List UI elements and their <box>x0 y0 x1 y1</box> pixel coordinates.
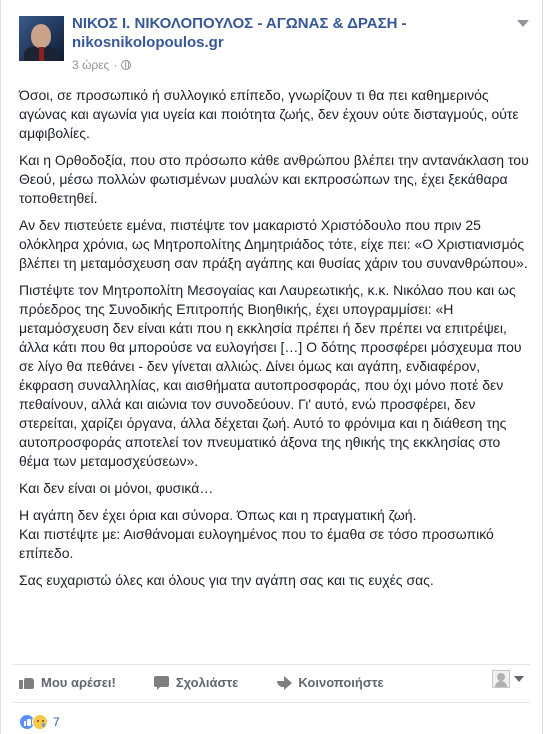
reaction-count[interactable]: 7 <box>53 715 60 729</box>
post-paragraph: Σας ευχαριστώ όλες και όλους για την αγάπη σας και τις ευχές σας. <box>19 572 434 588</box>
share-arrow-icon <box>276 674 292 690</box>
post-meta <box>72 58 131 72</box>
comment-icon <box>154 674 170 690</box>
page-name-link[interactable]: ΝΙΚΟΣ Ι. ΝΙΚΟΛΟΠΟΥΛΟΣ - ΑΓΩΝΑΣ & ΔΡΑΣΗ - nikosnikolopoulos.gr <box>72 15 407 51</box>
post-paragraph: Και η Ορθοδοξία, που στο πρόσωπο κάθε ανθρώπου βλέπει την αντανάκλαση του Θεού, μέσω πολλών φωτισμένων μυαλών και εκπροσώπων της, έχει ξεκάθαρα τοποθετηθεί. <box>19 152 529 206</box>
actions-top-divider <box>13 664 530 665</box>
post-as-selector[interactable] <box>492 670 524 688</box>
post-options-chevron-icon[interactable] <box>516 20 530 30</box>
share-button[interactable] <box>276 674 383 690</box>
like-label: Μου αρέσει! <box>41 674 116 690</box>
post-paragraph: Και δεν είναι οι μόνοι, φυσικά… <box>19 480 214 496</box>
viewer-avatar-icon <box>492 670 510 688</box>
post-paragraph: Πιστέψτε τον Μητροπολίτη Μεσογαίας και Λαυρεωτικής, κ.κ. Νικόλαο που και ως πρόεδρος της Συνοδικής Επιτροπής Βιοηθικής, έχει υπογραμμίσει: «Η μεταμόσχευση δεν είναι κάτι που η εκκλησία πρέπει ή δεν πρέπει να επιτρέψει, άλλα κάτι που θα μπορούσε να ευλογήσει […] Ο δότης προσφέρει μόσχευμα που σε λίγο θα πεθάνει - δεν γίνεται αλλιώς. Δίνει όμως και αγάπη, ενδιαφέρον, έκφραση συναλληλίας, και αισθήματα αυτοπροσφοράς, που όχι μόνο ποτέ δεν πεθαίνουν, αλλά και αιώνια τον συνοδεύουν. Γι' αυτό, ενώ προσφέρει, δεν στερείται, χαρίζει όργανα, άλλα δέχεται ζωή. Αυτό το φρόνιμα και η διάθεση της αυτοπροσφοράς αποτελεί τον πνευματικό άξονα της ηθικής της εκκλησίας στο θέμα των μεταμοσχεύσεων». <box>19 282 522 469</box>
chevron-down-icon <box>514 676 524 682</box>
thumbs-up-icon <box>19 674 35 690</box>
comment-button[interactable] <box>154 674 238 690</box>
post-body <box>19 86 529 598</box>
actions-bottom-divider <box>13 702 530 703</box>
post-timestamp[interactable]: 3 ώρες <box>72 58 110 72</box>
post-paragraph: Η αγάπη δεν έχει όρια και σύνορα. Όπως και η πραγματική ζωή. Και πιστέψτε με: Αισθάνομαι ευλογημένος που το έμαθα σε τόσο προσωπικό επίπεδο. <box>19 507 494 561</box>
globe-icon[interactable] <box>121 60 131 70</box>
post-paragraph: Αν δεν πιστεύετε εμένα, πιστέψτε τον μακαριστό Χριστόδουλο που πριν 25 ολόκληρα χρόνια, ως Μητροπολίτης Δημητριάδος τότε, είχε πει: «Ο Χριστιανισμός βλέπει τη μεταμόσχευση σαν πράξη αγάπης και θυσίας χάριν του συνανθρώπου». <box>19 217 528 271</box>
comment-label: Σχολιάστε <box>175 674 239 690</box>
post-paragraph: Όσοι, σε προσωπικό ή συλλογικό επίπεδο, γνωρίζουν τι θα πει καθημερινός αγώνας και αγωνία για υγεία και ποιότητα ζωής, δεν έχουν ούτε δισταγμούς, ούτε αμφιβολίες. <box>19 87 519 141</box>
meta-separator: · <box>113 58 118 72</box>
reactions-summary[interactable] <box>19 714 60 730</box>
post-header <box>19 10 532 80</box>
share-label: Κοινοποιήστε <box>298 674 384 690</box>
post-actions-bar <box>13 666 530 698</box>
sad-reaction-icon <box>32 714 48 730</box>
page-avatar[interactable] <box>19 16 64 61</box>
like-button[interactable] <box>19 674 116 690</box>
